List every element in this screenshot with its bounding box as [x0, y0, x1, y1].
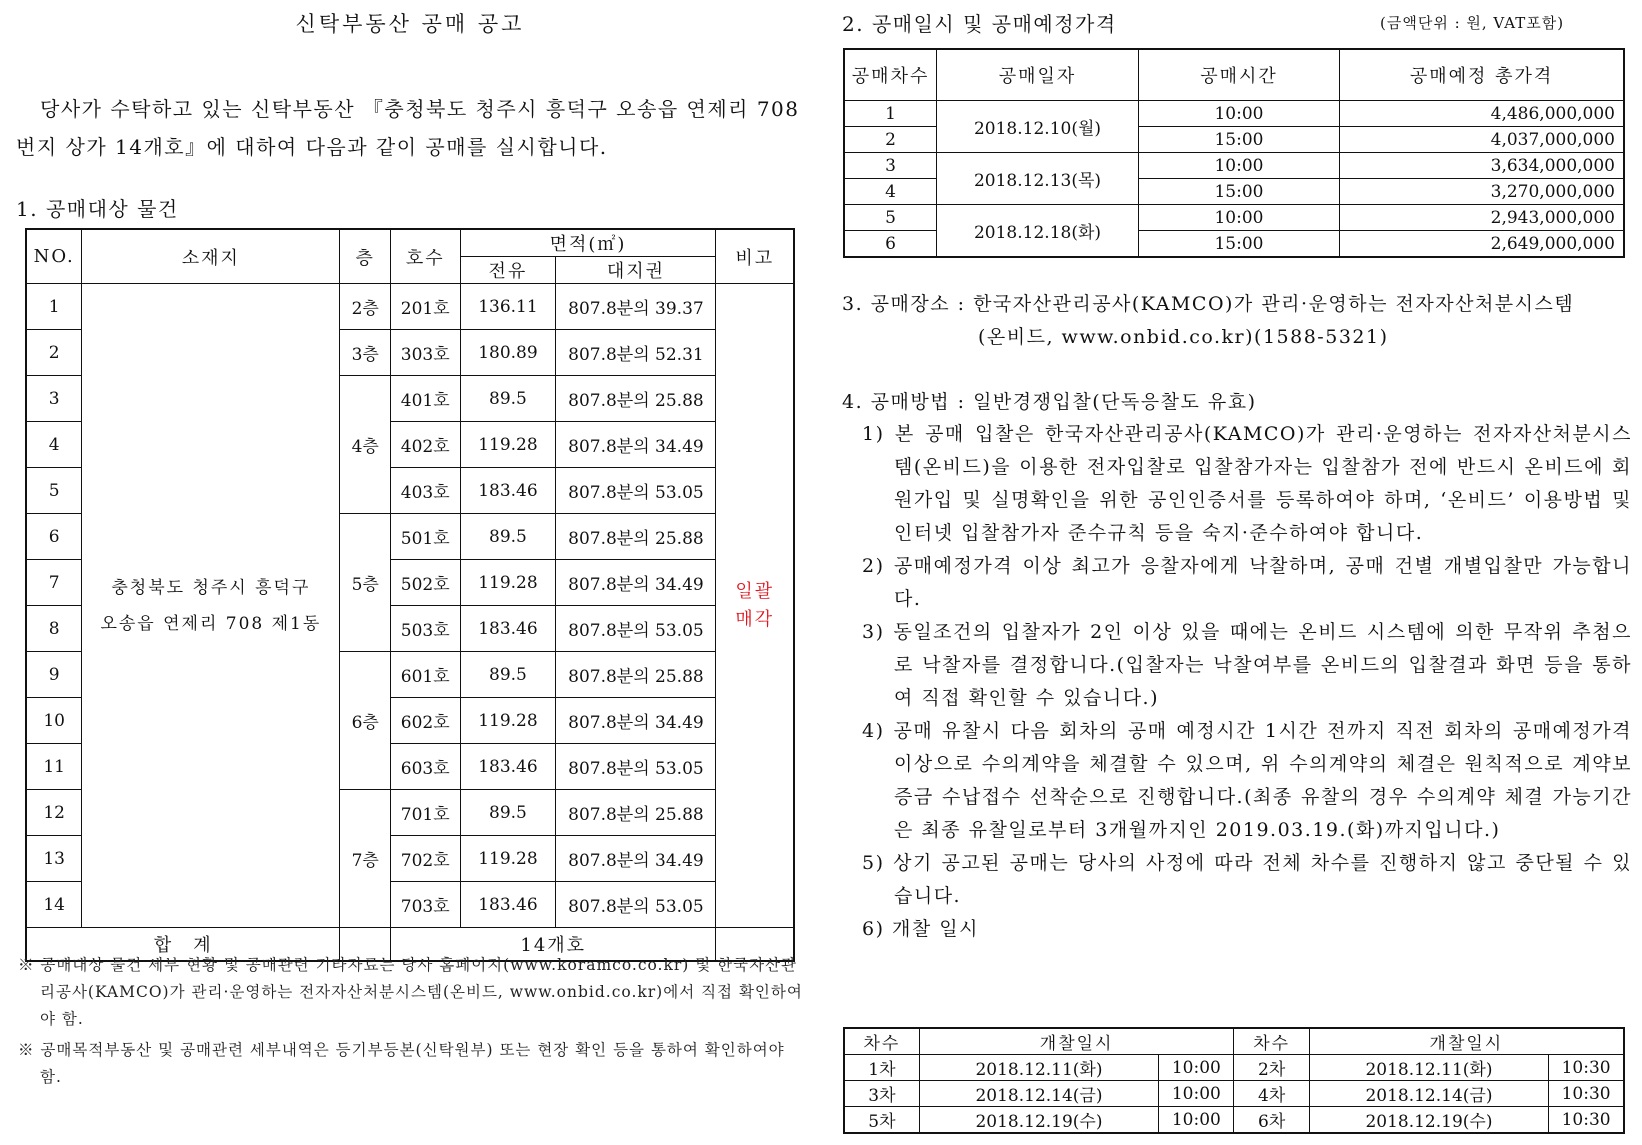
unit-note: (금액단위 : 원, VAT포함) — [1380, 14, 1565, 32]
section3-line-2: (온비드, www.onbid.co.kr)(1588-5321) — [978, 326, 1389, 348]
header-floor: 층 — [340, 229, 391, 284]
footnote-2: ※ 공매목적부동산 및 공매관련 세부내역은 등기부등본(신탁원부) 또는 현장 확인 등을 통하여 확인하여야 함. — [18, 1041, 785, 1086]
row-floor: 2층 — [340, 284, 391, 330]
header-opening-right: 개찰일시 — [1309, 1028, 1624, 1055]
table-row — [844, 153, 1624, 179]
section3-line-1: 3. 공매장소 : 한국자산관리공사(KAMCO)가 관리·운영하는 전자자산처분시스템 — [842, 293, 1575, 315]
row-exclusive-area: 183.46 — [460, 882, 556, 928]
property-table-header — [26, 229, 794, 257]
row-unit: 403호 — [390, 468, 460, 514]
header-location: 소재지 — [82, 229, 340, 284]
schedule-header — [844, 49, 1624, 101]
header-date: 공매일자 — [937, 49, 1139, 101]
intro-paragraph — [16, 90, 806, 166]
footnotes — [18, 952, 808, 1095]
location-cell — [82, 284, 340, 928]
method-item-6: 6) 개찰 일시 — [862, 918, 979, 940]
round-left: 3차 — [844, 1081, 919, 1107]
row-exclusive-area: 119.28 — [460, 836, 556, 882]
row-land-right: 807.8분의 34.49 — [556, 422, 716, 468]
row-unit: 201호 — [390, 284, 460, 330]
total-label: 합 계 — [26, 928, 340, 962]
row-floor: 5층 — [340, 514, 391, 652]
method-item-5: 5) 상기 공고된 공매는 당사의 사정에 따라 전체 차수를 진행하지 않고 중단될 수 있습니다. — [862, 852, 1632, 907]
row-price: 2,649,000,000 — [1340, 231, 1624, 258]
header-unit: 호수 — [390, 229, 460, 284]
remarks-cell — [716, 284, 794, 928]
row-floor: 4층 — [340, 376, 391, 514]
row-no: 5 — [26, 468, 82, 514]
round-right: 2차 — [1234, 1055, 1309, 1081]
time-left: 10:00 — [1159, 1055, 1234, 1081]
row-time: 10:00 — [1138, 205, 1339, 231]
header-time: 공매시간 — [1138, 49, 1339, 101]
table-row — [844, 1081, 1624, 1107]
total-value: 14개호 — [390, 928, 716, 962]
row-exclusive-area: 119.28 — [460, 560, 556, 606]
row-round: 3 — [844, 153, 937, 179]
intro-text: 당사가 수탁하고 있는 신탁부동산 『충청북도 청주시 흥덕구 오송읍 연제리 708번지 상가 14개호』에 대하여 다음과 같이 공매를 실시합니다. — [16, 97, 800, 159]
row-exclusive-area: 183.46 — [460, 606, 556, 652]
header-land-right: 대지권 — [556, 257, 716, 284]
round-left: 1차 — [844, 1055, 919, 1081]
row-unit: 701호 — [390, 790, 460, 836]
row-date: 2018.12.18(화) — [937, 205, 1139, 258]
table-row — [844, 101, 1624, 127]
round-right: 4차 — [1234, 1081, 1309, 1107]
time-right: 10:30 — [1549, 1107, 1624, 1134]
table-row — [844, 205, 1624, 231]
row-land-right: 807.8분의 52.31 — [556, 330, 716, 376]
table-row — [26, 284, 794, 330]
row-no: 2 — [26, 330, 82, 376]
method-item-1: 1) 본 공매 입찰은 한국자산관리공사(KAMCO)가 관리·운영하는 전자자산처분시스템(온비드)을 이용한 전자입찰로 입찰참가자는 입찰참가 전에 반드시 온비드에 회원가입 및 실명확인을 위한 공인인증서를 등록하여야 하며, ‘온비드’ 이용방법 및 인터넷 입찰참가자 준수규칙 등을 숙지·준수하여야 합니다. — [862, 423, 1632, 544]
row-land-right: 807.8분의 53.05 — [556, 882, 716, 928]
row-no: 4 — [26, 422, 82, 468]
table-row — [844, 1107, 1624, 1134]
row-unit: 603호 — [390, 744, 460, 790]
document-title: 신탁부동산 공매 공고 — [295, 12, 525, 36]
date-left: 2018.12.19(수) — [919, 1107, 1158, 1134]
row-exclusive-area: 136.11 — [460, 284, 556, 330]
header-round-left: 차수 — [844, 1028, 919, 1055]
row-land-right: 807.8분의 25.88 — [556, 514, 716, 560]
row-price: 3,634,000,000 — [1340, 153, 1624, 179]
time-right: 10:30 — [1549, 1055, 1624, 1081]
row-no: 7 — [26, 560, 82, 606]
row-floor: 7층 — [340, 790, 391, 928]
row-time: 15:00 — [1138, 231, 1339, 258]
row-round: 4 — [844, 179, 937, 205]
row-land-right: 807.8분의 25.88 — [556, 790, 716, 836]
date-left: 2018.12.14(금) — [919, 1081, 1158, 1107]
date-right: 2018.12.11(화) — [1309, 1055, 1548, 1081]
row-price: 4,486,000,000 — [1340, 101, 1624, 127]
footnote-1: ※ 공매대상 물건 세부 현황 및 공매관련 기타자료는 당사 홈페이지(www.koramco.co.kr) 및 한국자산관리공사(KAMCO)가 관리·운영하는 전자자산처분시스템(온비드, www.onbid.co.kr)에서 직접 확인하여야 함. — [18, 956, 803, 1028]
row-exclusive-area: 89.5 — [460, 652, 556, 698]
row-no: 6 — [26, 514, 82, 560]
row-exclusive-area: 89.5 — [460, 376, 556, 422]
date-right: 2018.12.14(금) — [1309, 1081, 1548, 1107]
location-line-1: 충청북도 청주시 흥덕구 — [111, 577, 311, 598]
row-round: 2 — [844, 127, 937, 153]
bid-opening-table — [843, 1027, 1625, 1134]
header-opening-left: 개찰일시 — [919, 1028, 1234, 1055]
remark-line-2: 매각 — [735, 608, 775, 630]
row-exclusive-area: 89.5 — [460, 514, 556, 560]
row-exclusive-area: 183.46 — [460, 468, 556, 514]
row-no: 10 — [26, 698, 82, 744]
method-item-3: 3) 동일조건의 입찰자가 2인 이상 있을 때에는 온비드 시스템에 의한 무작위 추첨으로 낙찰자를 결정합니다.(입찰자는 낙찰여부를 온비드의 입찰결과 화면 등을 통하여 직접 확인할 수 있습니다.) — [862, 621, 1632, 709]
row-price: 4,037,000,000 — [1340, 127, 1624, 153]
row-no: 8 — [26, 606, 82, 652]
row-unit: 601호 — [390, 652, 460, 698]
row-land-right: 807.8분의 39.37 — [556, 284, 716, 330]
row-no: 13 — [26, 836, 82, 882]
row-land-right: 807.8분의 25.88 — [556, 652, 716, 698]
time-left: 10:00 — [1159, 1107, 1234, 1134]
row-land-right: 807.8분의 53.05 — [556, 744, 716, 790]
row-floor: 6층 — [340, 652, 391, 790]
row-time: 10:00 — [1138, 101, 1339, 127]
time-right: 10:30 — [1549, 1081, 1624, 1107]
row-no: 9 — [26, 652, 82, 698]
row-unit: 303호 — [390, 330, 460, 376]
section2-heading: 2. 공매일시 및 공매예정가격 — [842, 12, 1117, 36]
method-item-2: 2) 공매예정가격 이상 최고가 응찰자에게 낙찰하며, 공매 건별 개별입찰만 가능합니다. — [862, 555, 1632, 610]
row-unit: 402호 — [390, 422, 460, 468]
header-exclusive-area: 전유 — [460, 257, 556, 284]
row-exclusive-area: 119.28 — [460, 422, 556, 468]
row-unit: 503호 — [390, 606, 460, 652]
row-unit: 401호 — [390, 376, 460, 422]
section4-items — [862, 418, 1632, 946]
row-round: 6 — [844, 231, 937, 258]
row-time: 15:00 — [1138, 179, 1339, 205]
header-remarks: 비고 — [716, 229, 794, 284]
section4-heading: 4. 공매방법 : 일반경쟁입찰(단독응찰도 유효) — [842, 391, 1257, 413]
row-land-right: 807.8분의 34.49 — [556, 698, 716, 744]
row-unit: 703호 — [390, 882, 460, 928]
date-right: 2018.12.19(수) — [1309, 1107, 1548, 1134]
location-line-2: 오송읍 연제리 708 제1동 — [100, 613, 322, 634]
row-price: 3,270,000,000 — [1340, 179, 1624, 205]
row-unit: 501호 — [390, 514, 460, 560]
opening-header — [844, 1028, 1624, 1055]
row-unit: 502호 — [390, 560, 460, 606]
property-table — [25, 228, 795, 962]
section1-heading: 1. 공매대상 물건 — [16, 197, 179, 221]
row-land-right: 807.8분의 53.05 — [556, 606, 716, 652]
row-unit: 602호 — [390, 698, 460, 744]
row-round: 5 — [844, 205, 937, 231]
row-land-right: 807.8분의 25.88 — [556, 376, 716, 422]
method-item-4: 4) 공매 유찰시 다음 회차의 공매 예정시간 1시간 전까지 직전 회차의 공매예정가격 이상으로 수의계약을 체결할 수 있으며, 위 수의계약의 체결은 원칙적으로 계약보증금 수납접수 선착순으로 진행합니다.(최종 유찰의 경우 수의계약 체결 가능기간은 최종 유찰일로부터 3개월까지인 2019.03.19.(화)까지입니다.) — [862, 720, 1632, 841]
header-price: 공매예정 총가격 — [1340, 49, 1624, 101]
round-left: 5차 — [844, 1107, 919, 1134]
row-exclusive-area: 89.5 — [460, 790, 556, 836]
row-round: 1 — [844, 101, 937, 127]
row-unit: 702호 — [390, 836, 460, 882]
row-no: 3 — [26, 376, 82, 422]
row-land-right: 807.8분의 53.05 — [556, 468, 716, 514]
row-price: 2,943,000,000 — [1340, 205, 1624, 231]
section3-venue — [842, 288, 1632, 354]
date-left: 2018.12.11(화) — [919, 1055, 1158, 1081]
row-floor: 3층 — [340, 330, 391, 376]
row-no: 12 — [26, 790, 82, 836]
row-date: 2018.12.13(목) — [937, 153, 1139, 205]
row-land-right: 807.8분의 34.49 — [556, 560, 716, 606]
row-no: 14 — [26, 882, 82, 928]
header-round: 공매차수 — [844, 49, 937, 101]
header-area: 면적(㎡) — [460, 229, 716, 257]
row-exclusive-area: 180.89 — [460, 330, 556, 376]
row-no: 11 — [26, 744, 82, 790]
row-time: 10:00 — [1138, 153, 1339, 179]
time-left: 10:00 — [1159, 1081, 1234, 1107]
row-no: 1 — [26, 284, 82, 330]
row-time: 15:00 — [1138, 127, 1339, 153]
row-land-right: 807.8분의 34.49 — [556, 836, 716, 882]
row-date: 2018.12.10(월) — [937, 101, 1139, 153]
remark-line-1: 일괄 — [735, 580, 775, 602]
header-round-right: 차수 — [1234, 1028, 1309, 1055]
auction-schedule-table — [843, 48, 1625, 258]
row-exclusive-area: 119.28 — [460, 698, 556, 744]
round-right: 6차 — [1234, 1107, 1309, 1134]
header-no: NO. — [26, 229, 82, 284]
table-row — [844, 1055, 1624, 1081]
row-exclusive-area: 183.46 — [460, 744, 556, 790]
